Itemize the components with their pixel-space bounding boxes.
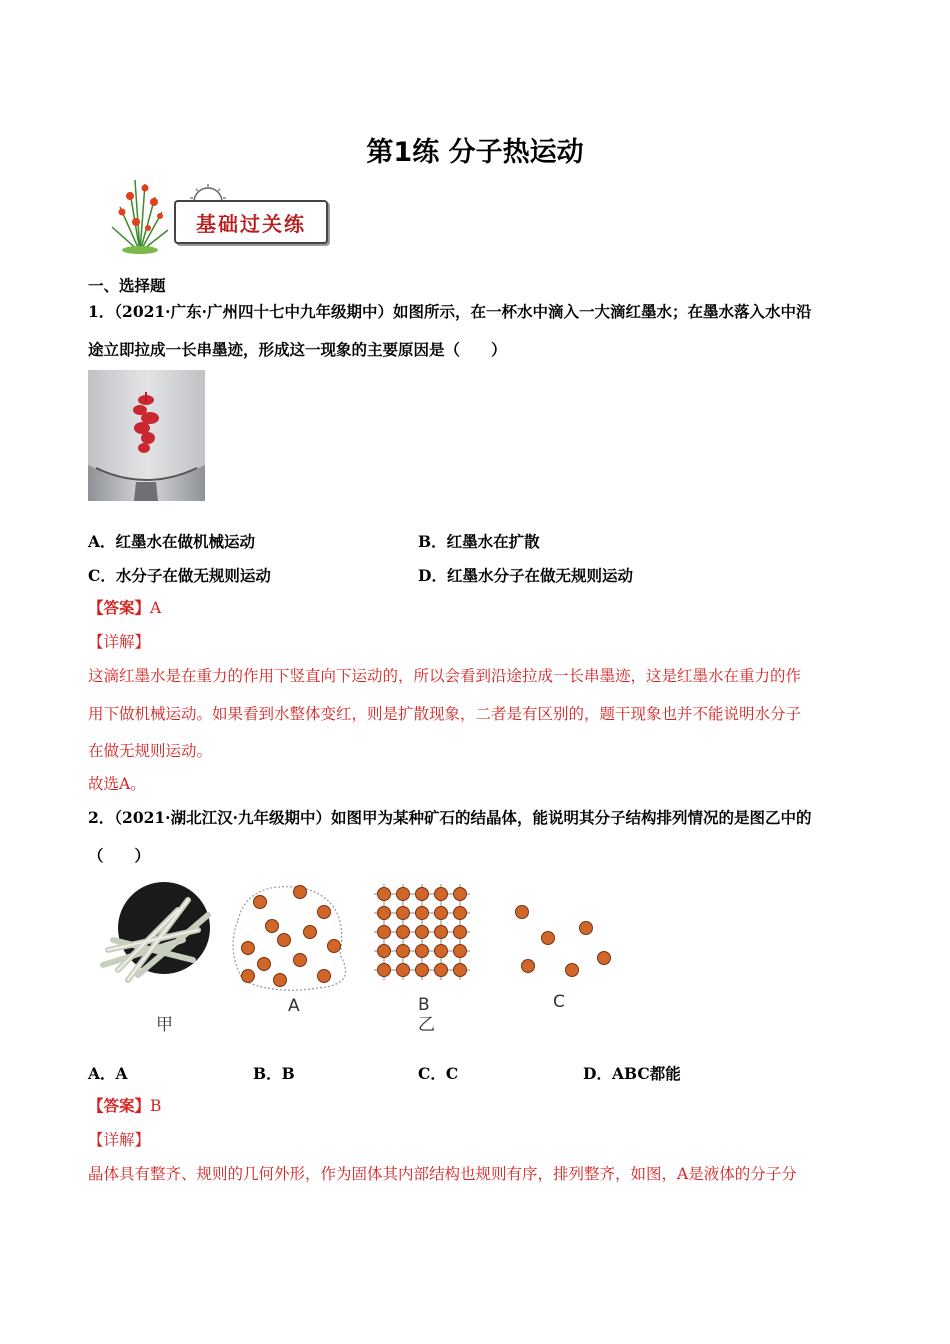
red-ink-in-glass-photo [88, 370, 205, 501]
molecule-dot [397, 964, 410, 977]
q1-detail-tag: 【详解】 [88, 633, 151, 651]
page-title: 第1练 分子热运动 [366, 137, 584, 168]
figure-label-c: C [553, 992, 565, 1012]
molecule-dot [242, 970, 255, 983]
molecule-dot [397, 907, 410, 920]
molecule-dot [598, 952, 611, 965]
q1-number: 1． [88, 302, 115, 321]
q2-option-d[interactable] [583, 1062, 681, 1084]
figure-label-jia: 甲 [156, 1015, 173, 1035]
molecule-dot [378, 907, 391, 920]
molecule-dot [542, 932, 555, 945]
q2-line1 [88, 808, 811, 828]
section-heading: 一、选择题 [88, 276, 166, 295]
q1-option-c[interactable] [88, 564, 271, 586]
molecule-dot [454, 888, 467, 901]
molecule-dot [378, 926, 391, 939]
q1-option-d[interactable] [418, 564, 633, 586]
q1-explanation-2: 用下做机械运动。如果看到水整体变红，则是扩散现象，二者是有区别的，题干现象也并不能说明水分子 [88, 705, 802, 723]
answer-value: A [150, 599, 162, 617]
section-banner [100, 172, 330, 254]
q1-stem-1: （2021·广东·广州四十七中九年级期中）如图所示，在一杯水中滴入一大滴红墨水；在墨水落入水中沿 [114, 302, 812, 321]
option-letter: C． [418, 1064, 446, 1083]
molecule-dot [294, 954, 307, 967]
molecule-dot [397, 926, 410, 939]
molecule-dot [416, 888, 429, 901]
molecule-dot [416, 907, 429, 920]
option-letter: D． [418, 566, 447, 585]
molecule-dot [566, 964, 579, 977]
option-text: B [281, 1064, 295, 1083]
answer-tag: 【答案】 [88, 1096, 151, 1115]
flower-plant-icon [100, 172, 180, 254]
molecule-dot [318, 906, 331, 919]
option-text: C [445, 1064, 459, 1083]
molecule-dot [454, 907, 467, 920]
option-text: 红墨水在扩散 [446, 532, 540, 551]
molecule-dot [522, 960, 535, 973]
molecule-dot [454, 945, 467, 958]
q1-stem-2: 途立即拉成一长串墨迹，形成这一现象的主要原因是（ ） [88, 340, 507, 359]
q2-explanation-1: 晶体具有整齐、规则的几何外形，作为固体其内部结构也规则有序，排列整齐，如图，A是液体的分子分 [88, 1165, 797, 1183]
option-letter: A． [88, 532, 116, 551]
molecules-group-b [374, 884, 470, 980]
option-text: 红墨水分子在做无规则运动 [446, 566, 633, 585]
molecules-group-c [516, 906, 611, 977]
molecule-dot [254, 896, 267, 909]
answer-tag: 【答案】 [88, 598, 151, 617]
molecule-dot [278, 934, 291, 947]
option-letter: A． [88, 1064, 116, 1083]
molecule-dot [435, 926, 448, 939]
molecule-dot [318, 970, 331, 983]
q2-stem-1: （2021·湖北江汉·九年级期中）如图甲为某种矿石的结晶体，能说明其分子结构排列情况的是图乙中的 [114, 808, 812, 827]
molecules-group-a [242, 886, 341, 987]
molecule-dot [454, 926, 467, 939]
molecule-dot [435, 964, 448, 977]
banner-label-box [174, 200, 328, 244]
option-text: 水分子在做无规则运动 [115, 566, 271, 585]
q1-line1 [88, 302, 811, 322]
q2-detail-tag: 【详解】 [88, 1131, 151, 1149]
molecule-dot [378, 945, 391, 958]
option-letter: B． [253, 1064, 282, 1083]
molecule-dot [266, 920, 279, 933]
banner-label: 基础过关练 [196, 212, 306, 236]
answer-value: B [150, 1097, 162, 1115]
option-letter: C． [88, 566, 116, 585]
molecule-dot [416, 964, 429, 977]
molecule-dot [416, 926, 429, 939]
q1-answer [88, 598, 161, 618]
crystal-molecule-figure [88, 880, 628, 1040]
figure-label-b: B [418, 995, 430, 1015]
option-letter: B． [418, 532, 447, 551]
q1-option-b[interactable] [418, 530, 540, 552]
molecule-dot [435, 907, 448, 920]
molecule-dot [516, 906, 529, 919]
molecule-dot [274, 974, 287, 987]
q2-stem-2: （ ） [88, 846, 151, 865]
molecule-dot [454, 964, 467, 977]
molecule-dot [397, 945, 410, 958]
q2-option-b[interactable] [253, 1062, 295, 1084]
option-letter: D． [583, 1064, 612, 1083]
q2-number: 2． [88, 808, 115, 827]
molecule-dot [435, 945, 448, 958]
q2-option-a[interactable] [88, 1062, 128, 1084]
molecule-dot [378, 964, 391, 977]
q1-conclusion: 故选A。 [88, 775, 146, 793]
molecule-dot [416, 945, 429, 958]
molecule-dot [328, 940, 341, 953]
q2-answer [88, 1096, 161, 1116]
q2-option-c[interactable] [418, 1062, 458, 1084]
molecule-dot [242, 942, 255, 955]
molecule-dot [378, 888, 391, 901]
crystal-photo [103, 882, 210, 980]
option-text: 红墨水在做机械运动 [115, 532, 256, 551]
figure-label-a: A [288, 996, 300, 1016]
molecule-dot [258, 958, 271, 971]
molecule-dot [294, 886, 307, 899]
molecule-dot [435, 888, 448, 901]
q1-option-a[interactable] [88, 530, 255, 552]
option-text: A [115, 1064, 128, 1083]
q1-explanation-1: 这滴红墨水是在重力的作用下竖直向下运动的，所以会看到沿途拉成一长串墨迹，这是红墨水在重力的作 [88, 667, 802, 685]
figure-label-yi: 乙 [418, 1015, 435, 1035]
molecule-dot [397, 888, 410, 901]
molecule-dot [304, 926, 317, 939]
molecule-dot [580, 922, 593, 935]
option-text: ABC都能 [611, 1064, 681, 1083]
q1-explanation-3: 在做无规则运动。 [88, 742, 213, 760]
